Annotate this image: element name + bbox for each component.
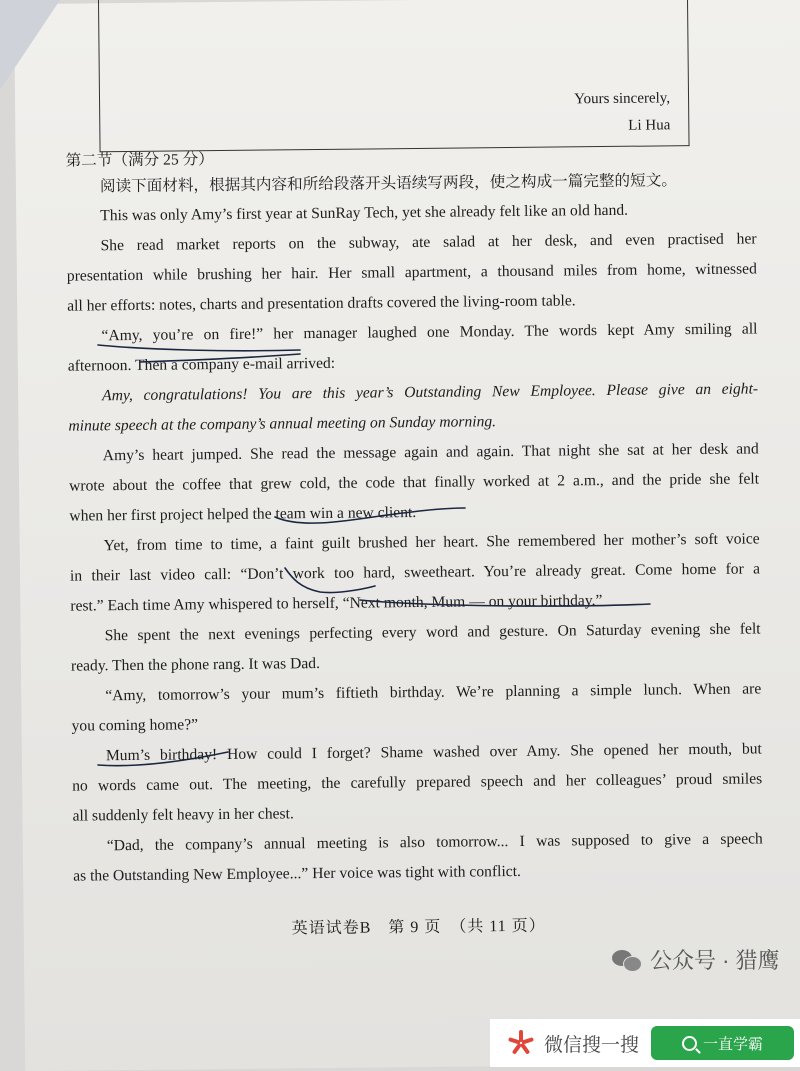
passage-line: in their last video call: “Don’t work too hard, sweetheart. You’re already great. Come home for a bbox=[69, 560, 761, 585]
passage-line: all suddenly felt heavy in her chest. bbox=[72, 805, 294, 825]
passage-line: you coming home?” bbox=[71, 716, 199, 735]
passage-line: “Dad, the company’s annual meeting is also tomorrow... I was supposed to give a speech bbox=[106, 830, 763, 855]
wechat-search-flower-icon bbox=[506, 1028, 536, 1058]
magnifier-icon bbox=[682, 1036, 697, 1051]
passage-line: presentation while brushing her hair. Her small apartment, a thousand miles from home, witnessed bbox=[66, 260, 757, 285]
page-footer: 英语试卷B 第 9 页 （共 11 页） bbox=[291, 917, 546, 938]
passage-line: “Amy, tomorrow’s your mum’s fiftieth birthday. We’re planning a simple lunch. When are bbox=[105, 680, 762, 705]
underline-next-month bbox=[360, 600, 650, 606]
underline-dont-work bbox=[285, 568, 375, 593]
letter-signature: Li Hua bbox=[628, 117, 671, 134]
underline-on-fire bbox=[98, 345, 300, 351]
passage-line: afternoon. Then a company e-mail arrived: bbox=[67, 354, 336, 375]
passage-line: rest.” Each time Amy whispered to herself, “Next month, Mum — on your birthday.” bbox=[70, 592, 603, 615]
search-button-label: 一直学霸 bbox=[702, 1035, 763, 1053]
wechat-watermark bbox=[612, 944, 780, 975]
passage-line: as the Outstanding New Employee...” Her voice was tight with conflict. bbox=[73, 862, 522, 885]
search-label: 微信搜一搜 bbox=[544, 1034, 640, 1056]
passage-line: She read market reports on the subway, ate salad at her desk, and even practised her bbox=[100, 230, 757, 255]
underline-afternoon bbox=[140, 354, 300, 362]
watermark-text: 公众号 · 猎鹰 bbox=[650, 948, 780, 973]
passage-line: when her first project helped the team win a new client. bbox=[69, 504, 417, 525]
wechat-icon bbox=[612, 948, 642, 972]
underline-new-client bbox=[275, 508, 465, 523]
passage-line: all her efforts: notes, charts and presentation drafts covered the living-room table. bbox=[67, 292, 576, 315]
section-heading: 第二节（满分 25 分） bbox=[65, 151, 214, 170]
passage-line: minute speech at the company’s annual meeting on Sunday morning. bbox=[68, 413, 497, 435]
passage-line: Mum’s birthday! How could I forget? Shame washed over Amy. She opened her mouth, but bbox=[105, 740, 762, 765]
passage-line: Amy’s heart jumped. She read the message again and again. That night she sat at her desk and bbox=[102, 440, 759, 465]
underline-mums-birthday bbox=[98, 752, 228, 766]
passage-line: no words came out. The meeting, the carefully prepared speech and her colleagues’ proud smiles bbox=[72, 770, 763, 795]
letter-closing: Yours sincerely, bbox=[574, 90, 671, 108]
instruction: 阅读下面材料，根据其内容和所给段落开头语续写两段，使之构成一篇完整的短文。 bbox=[99, 172, 677, 196]
passage-line: ready. Then the phone rang. It was Dad. bbox=[70, 655, 321, 675]
passage-line: Amy, congratulations! You are this year’s Outstanding New Employee. Please give an eight- bbox=[102, 380, 759, 405]
search-button[interactable] bbox=[651, 1026, 794, 1060]
passage-line: Yet, from time to time, a faint guilt brushed her heart. She remembered her mother’s soft voice bbox=[103, 530, 760, 555]
passage-line: She spent the next evenings perfecting every word and gesture. On Saturday evening she felt bbox=[104, 620, 761, 645]
passage-line: This was only Amy’s first year at SunRay Tech, yet she already felt like an old hand. bbox=[100, 201, 629, 225]
wechat-search-bar[interactable] bbox=[490, 1019, 800, 1067]
passage-line: “Amy, you’re on fire!” her manager laughed one Monday. The words kept Amy smiling all bbox=[101, 320, 758, 345]
passage-line: wrote about the coffee that grew cold, the code that finally worked at 2 a.m., and the pride she felt bbox=[68, 470, 760, 495]
